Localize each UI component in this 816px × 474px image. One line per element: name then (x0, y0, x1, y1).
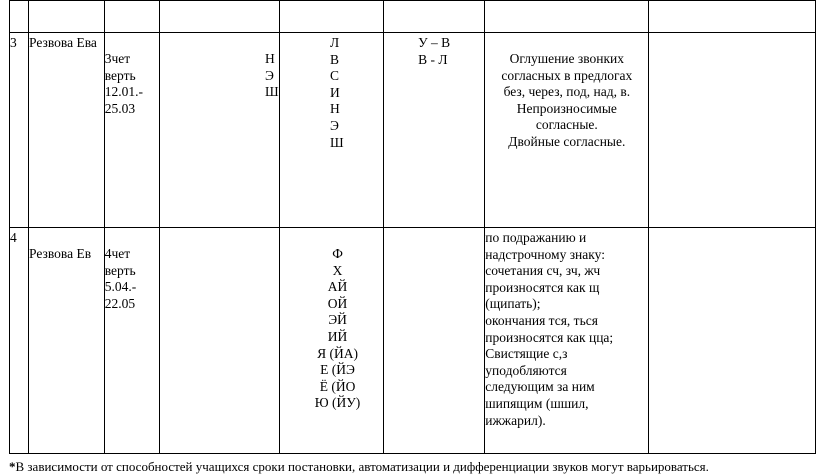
sound-item: Е (ЙЭ (320, 362, 355, 378)
sounds-automated (279, 33, 383, 228)
empty-cell (649, 33, 816, 228)
sounds-differentiated (384, 228, 485, 454)
sound-item: Л (329, 35, 340, 50)
pair-item: В - Л (418, 51, 448, 67)
sound-item: С (329, 68, 339, 84)
sound-item: Я (ЙА) (317, 345, 358, 361)
term-line: 5.04.- (104, 279, 137, 295)
term-line: 22.05 (104, 295, 136, 311)
note-line: согласных в предлогах (501, 67, 633, 83)
header-cell (160, 1, 280, 33)
student-name: Резвова Ев (29, 228, 105, 454)
note-line: надстрочному знаку: (485, 246, 605, 262)
sound-item: Э (329, 117, 339, 133)
sound-item: АЙ (327, 279, 348, 295)
term-line: верть (104, 262, 136, 278)
sound-item: Ш (265, 84, 279, 100)
sound-item: Ю (ЙУ) (314, 395, 361, 411)
footnote (9, 459, 709, 474)
term-period (104, 33, 159, 228)
sound-item: В (329, 51, 339, 67)
row-number: 3 (10, 33, 29, 228)
sound-item: ЭЙ (328, 312, 347, 328)
term-line: 12.01.- (104, 84, 144, 100)
sound-item: Ш (329, 134, 344, 150)
row-number: 4 (10, 228, 29, 454)
header-cell (649, 1, 816, 33)
header-cell (29, 1, 105, 33)
notes (485, 33, 649, 228)
header-cell (279, 1, 383, 33)
empty-cell (649, 228, 816, 454)
note-line: окончания тся, ться (485, 312, 598, 328)
note-line: произносятся как цца; (485, 329, 614, 345)
note-line: Свистящие с,з (485, 346, 568, 362)
student-name: Резвова Ева (29, 33, 105, 228)
sounds-staged (160, 228, 280, 454)
sound-item: И (329, 84, 340, 100)
sound-item: Н (329, 101, 340, 117)
notes (485, 228, 649, 454)
sound-item: ОЙ (327, 295, 348, 311)
table-row (10, 33, 816, 228)
term-line: 3чет (104, 51, 131, 66)
term-line: 4чет (104, 246, 131, 261)
sounds-staged (160, 33, 280, 228)
note-line: следующим за ним (485, 379, 595, 395)
note-line: произносятся как щ (485, 279, 600, 295)
pair-item: У – В (418, 35, 451, 50)
note-line: Непроизносимые (516, 100, 617, 116)
header-cell (104, 1, 159, 33)
sound-item: Х (332, 262, 343, 278)
header-cell (384, 1, 485, 33)
sound-item: Э (265, 67, 274, 83)
table-header-row (10, 1, 816, 33)
header-cell (10, 1, 29, 33)
sound-item: Ф (332, 246, 343, 261)
term-line: верть (104, 67, 136, 83)
table-row (10, 228, 816, 454)
note-line: без, через, под, над, в. (503, 84, 631, 100)
note-line: сочетания сч, зч, жч (485, 263, 601, 279)
note-line: шипящим (шшил, (485, 395, 589, 411)
sound-item: Н (265, 51, 275, 66)
term-period (104, 228, 159, 454)
sounds-differentiated (384, 33, 485, 228)
header-cell (485, 1, 649, 33)
note-line: уподобляются (485, 362, 567, 378)
footnote-marker: * (9, 459, 16, 474)
note-line: по подражанию и (485, 230, 587, 245)
note-line: согласные. (535, 117, 598, 133)
speech-therapy-table (9, 0, 816, 454)
term-line: 25.03 (104, 100, 136, 116)
note-line: (щипать); (485, 296, 541, 312)
sound-item: Ё (ЙО (319, 378, 356, 394)
sounds-automated (279, 228, 383, 454)
footnote-text: В зависимости от способностей учащихся сроки постановки, автоматизации и дифференциации звуков могут варьироваться. (15, 459, 709, 474)
sound-item: ИЙ (327, 328, 348, 344)
note-line: Двойные согласные. (508, 133, 626, 149)
note-line: Оглушение звонких (509, 51, 625, 66)
note-line: ижжарил). (485, 412, 546, 428)
